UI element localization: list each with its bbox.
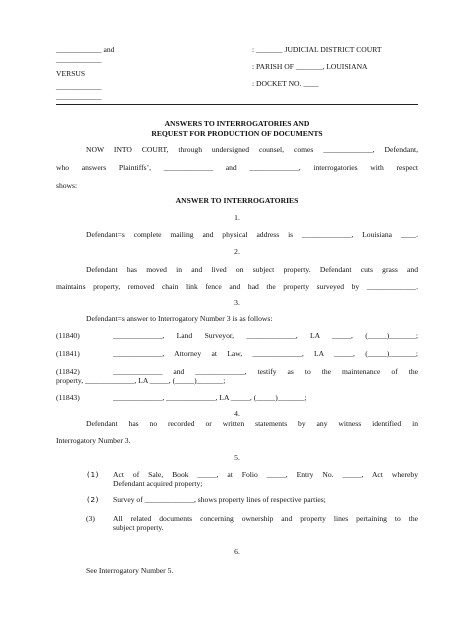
document-title-line-1: ANSWERS TO INTERROGATORIES AND xyxy=(164,119,310,128)
item-1-text: Defendant=s complete mailing and physical address is _____________, Louisiana ____. xyxy=(86,230,418,239)
witness-entry-11840: _____________, Land Surveyor, _____________, LA _____, (_____)_______; xyxy=(113,331,418,340)
caption-court: : _______ JUDICIAL DISTRICT COURT xyxy=(252,45,382,54)
document-entry-3-a: All related documents concerning ownership and property lines pertaining to the xyxy=(113,514,418,523)
caption-left-party: ____________ and xyxy=(56,45,115,54)
document-code-2: (2) xyxy=(86,495,100,504)
document-code-1: (1) xyxy=(86,470,100,479)
witness-code-11843: (11843) xyxy=(56,393,80,402)
caption-parish: : PARISH OF _______, LOUISIANA xyxy=(252,62,368,71)
intro-line-2: who answers Plaintiffs’, _____________ and _____________, interrogatories with respect xyxy=(56,163,418,172)
section-heading: ANSWER TO INTERROGATORIES xyxy=(175,196,299,205)
item-number-6: 6. xyxy=(234,547,240,556)
intro-line-3: shows: xyxy=(56,181,78,190)
item-2-text-b: maintains property, removed chain link fence and had the property surveyed by _____________. xyxy=(56,282,418,291)
document-title-line-2: REQUEST FOR PRODUCTION OF DOCUMENTS xyxy=(151,129,323,138)
caption-divider xyxy=(56,104,418,105)
caption-left-blank-3: ____________ xyxy=(56,92,102,101)
witness-entry-11842-b: property, _____________, LA _____, (_____)_______; xyxy=(56,376,226,385)
document-entry-1-b: Defendant acquired property; xyxy=(113,479,203,488)
item-2-text-a: Defendant has moved in and lived on subject property. Defendant cuts grass and xyxy=(86,265,418,274)
item-4-text-a: Defendant has no recorded or written statements by any witness identified in xyxy=(86,419,418,428)
caption-left-blank: ____________ xyxy=(56,55,102,64)
item-3-text: Defendant=s answer to Interrogatory Number 3 is as follows: xyxy=(86,314,273,323)
witness-code-11841: (11841) xyxy=(56,349,80,358)
item-number-4: 4. xyxy=(234,409,240,418)
witness-entry-11843: _____________, _____________, LA _____, (_____)_______; xyxy=(113,393,307,402)
item-number-5: 5. xyxy=(234,453,240,462)
item-6-text: See Interrogatory Number 5. xyxy=(86,566,174,575)
document-entry-2: Survey of _____________, shows property lines of respective parties; xyxy=(113,495,326,504)
item-number-1: 1. xyxy=(234,213,240,222)
caption-left-blank-2: ____________ xyxy=(56,82,102,91)
caption-docket: : DOCKET NO. ____ xyxy=(252,79,319,88)
caption-versus: VERSUS xyxy=(56,69,86,78)
document-code-3: (3) xyxy=(86,514,95,523)
item-4-text-b: Interrogatory Number 3. xyxy=(56,436,131,445)
witness-entry-11841: _____________, Attorney at Law, _____________, LA _____, (_____)_______; xyxy=(113,349,418,358)
document-entry-1-a: Act of Sale, Book _____, at Folio _____, Entry No. _____, Act whereby xyxy=(113,470,418,479)
document-entry-3-b: subject property. xyxy=(113,523,164,532)
witness-entry-11842-a: _____________ and _____________, testify as to the maintenance of the xyxy=(113,367,418,376)
witness-code-11842: (11842) xyxy=(56,367,80,376)
item-number-2: 2. xyxy=(234,247,240,256)
witness-code-11840: (11840) xyxy=(56,331,80,340)
item-number-3: 3. xyxy=(234,298,240,307)
intro-line-1: NOW INTO COURT, through undersigned counsel, comes _____________, Defendant, xyxy=(86,145,418,154)
